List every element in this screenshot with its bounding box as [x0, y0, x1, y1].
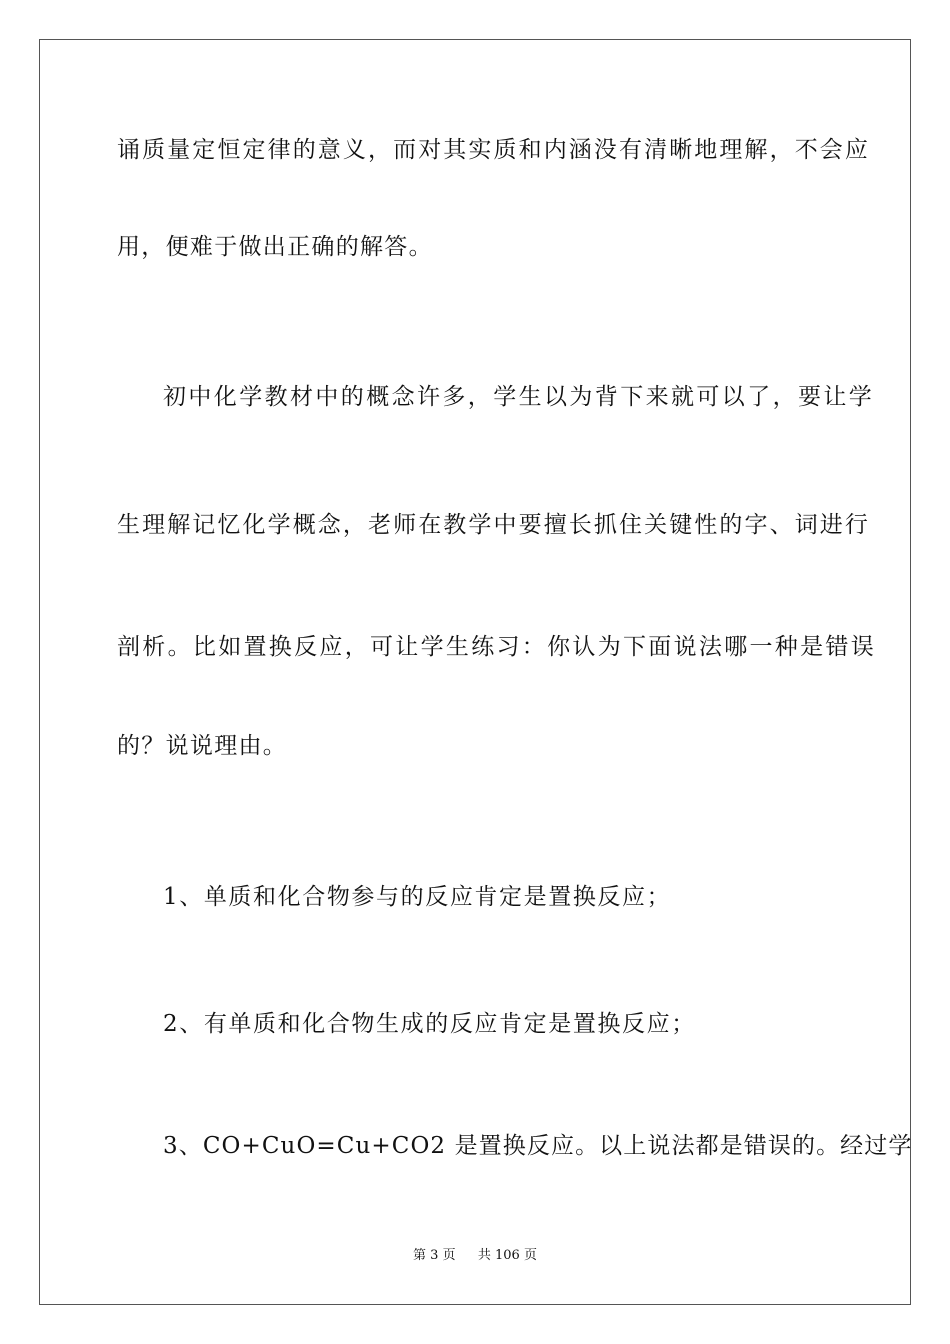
page-total: 共 106 页: [477, 1248, 537, 1263]
page-number: 第 3 页: [413, 1248, 456, 1263]
paragraph-line: 生理解记忆化学概念，老师在教学中要擅长抓住关键性的字、词进行: [117, 512, 870, 538]
list-item: 3、CO+CuO=Cu+CO2 是置换反应。以上说法都是错误的。经过学: [163, 1133, 913, 1159]
paragraph-line: 用，便难于做出正确的解答。: [117, 234, 433, 260]
paragraph-line: 剖析。比如置换反应，可让学生练习：你认为下面说法哪一种是错误: [117, 634, 876, 660]
paragraph-line: 诵质量定恒定律的意义，而对其实质和内涵没有清晰地理解，不会应: [117, 137, 870, 163]
list-item: 1、单质和化合物参与的反应肯定是置换反应；: [163, 884, 672, 910]
paragraph-line: 的？说说理由。: [117, 733, 288, 759]
paragraph-line: 初中化学教材中的概念许多，学生以为背下来就可以了，要让学: [163, 384, 875, 410]
page-footer: [0, 1248, 950, 1264]
page-border: [39, 39, 911, 1305]
list-item: 2、有单质和化合物生成的反应肯定是置换反应；: [163, 1011, 696, 1037]
